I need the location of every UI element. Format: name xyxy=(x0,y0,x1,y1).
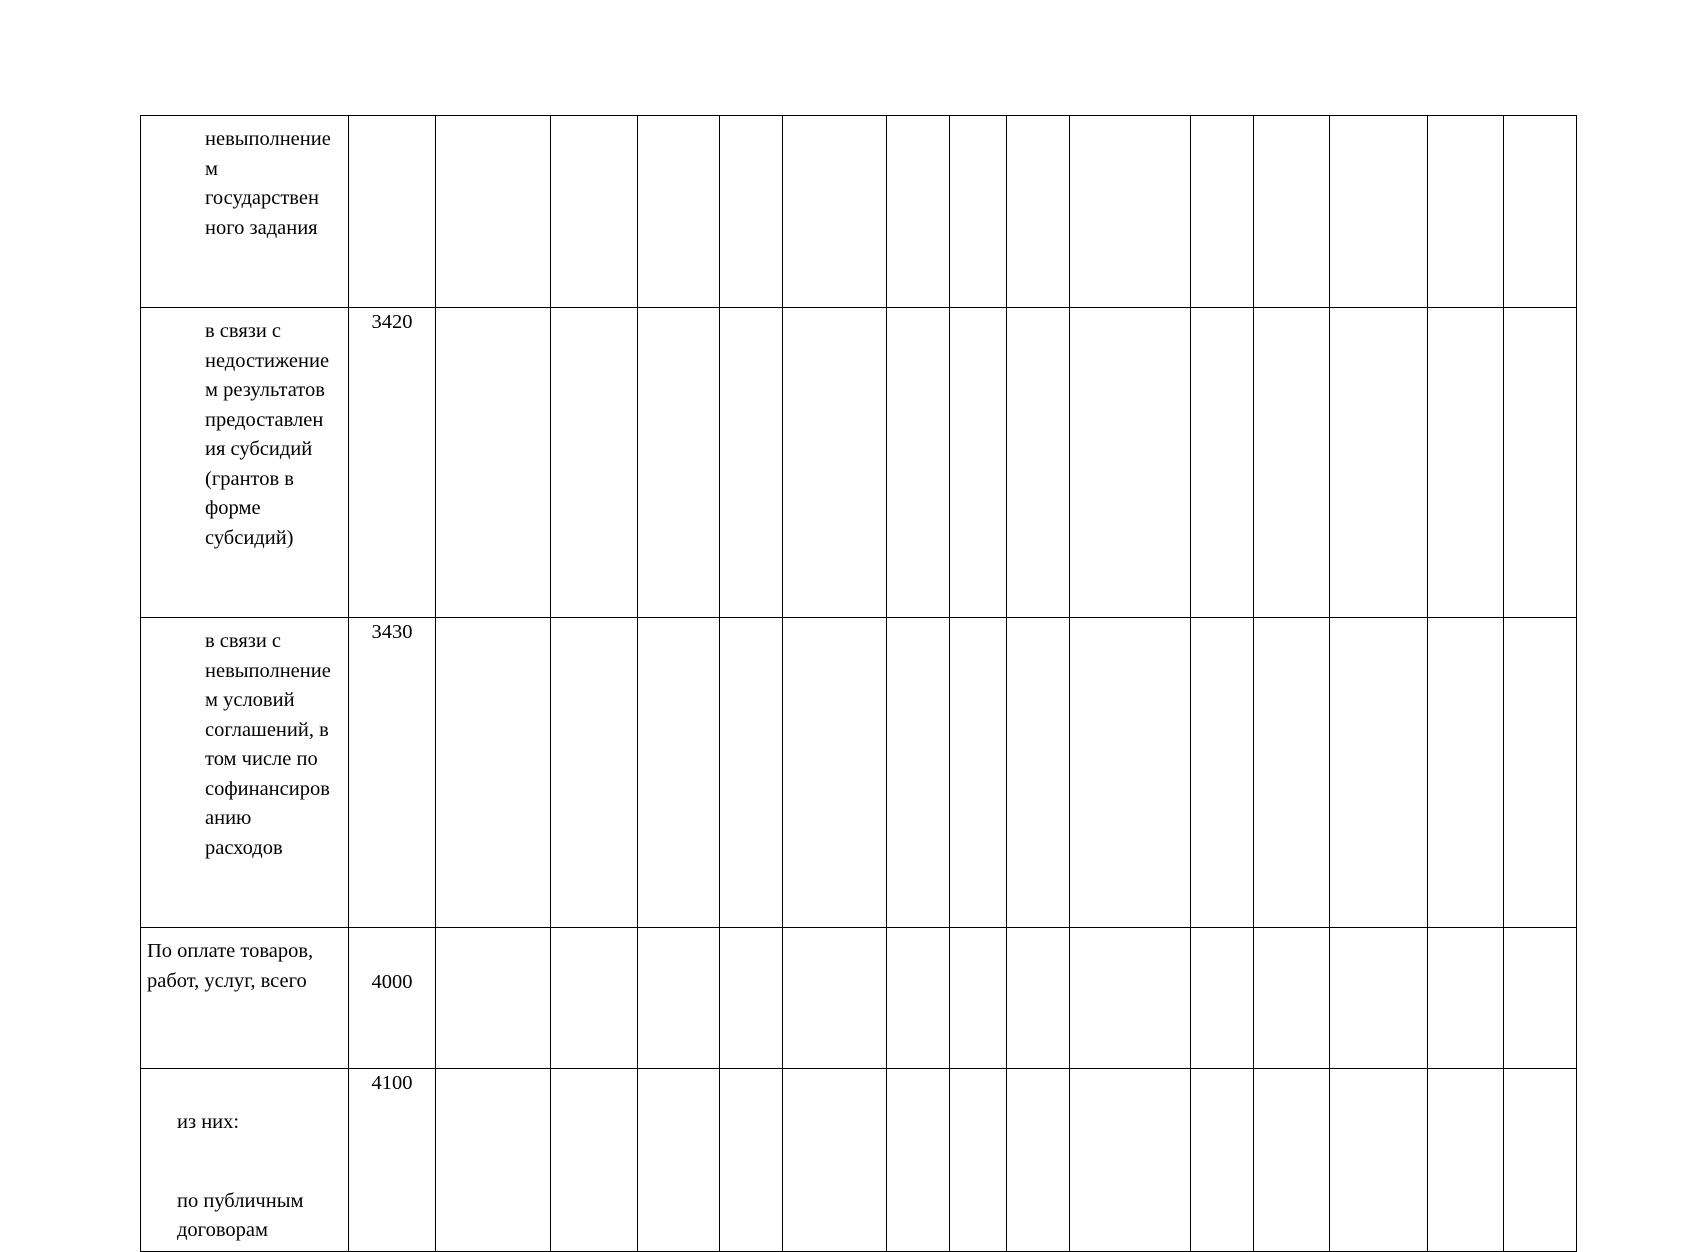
empty-cell xyxy=(783,116,887,308)
empty-cell xyxy=(1007,308,1070,618)
empty-cell xyxy=(1070,308,1191,618)
spacer xyxy=(177,1137,344,1157)
row-label-cell xyxy=(141,308,349,618)
table-row xyxy=(141,116,1577,308)
empty-cell xyxy=(1070,1069,1191,1252)
empty-cell xyxy=(887,928,950,1069)
empty-cell xyxy=(887,1069,950,1252)
empty-cell xyxy=(1504,928,1577,1069)
empty-cell xyxy=(551,928,638,1069)
empty-cell xyxy=(783,308,887,618)
empty-cell xyxy=(1007,618,1070,928)
empty-cell xyxy=(1007,116,1070,308)
empty-cell xyxy=(1254,1069,1330,1252)
empty-cell xyxy=(1070,928,1191,1069)
empty-cell xyxy=(1428,308,1504,618)
empty-cell xyxy=(436,1069,551,1252)
empty-cell xyxy=(551,1069,638,1252)
empty-cell xyxy=(783,928,887,1069)
empty-cell xyxy=(1007,928,1070,1069)
row-label-cell xyxy=(141,116,349,308)
empty-cell xyxy=(436,618,551,928)
empty-cell xyxy=(1191,116,1254,308)
row-label: по публичным договорам xyxy=(177,1189,304,1241)
empty-cell xyxy=(638,1069,720,1252)
empty-cell xyxy=(436,308,551,618)
empty-cell xyxy=(551,308,638,618)
empty-cell xyxy=(950,308,1007,618)
empty-cell xyxy=(783,1069,887,1252)
empty-cell xyxy=(1254,308,1330,618)
empty-cell xyxy=(1007,1069,1070,1252)
row-label-group xyxy=(141,1069,348,1246)
row-label: невыполнение м государствен ного задания xyxy=(205,128,331,239)
table-row xyxy=(141,308,1577,618)
table-row xyxy=(141,1069,1577,1252)
row-code-cell xyxy=(349,308,436,618)
empty-cell xyxy=(1191,618,1254,928)
empty-cell xyxy=(950,1069,1007,1252)
row-code: 3420 xyxy=(371,311,413,333)
empty-cell xyxy=(720,308,783,618)
empty-cell xyxy=(720,928,783,1069)
row-label-cell xyxy=(141,1069,349,1252)
row-code-cell xyxy=(349,618,436,928)
empty-cell xyxy=(1428,1069,1504,1252)
empty-cell xyxy=(887,618,950,928)
row-prefix: из них: xyxy=(177,1110,240,1133)
row-code-cell xyxy=(349,1069,436,1252)
row-code-cell xyxy=(349,116,436,308)
row-code-cell xyxy=(349,928,436,1069)
empty-cell xyxy=(1504,308,1577,618)
empty-cell xyxy=(783,618,887,928)
empty-cell xyxy=(638,308,720,618)
empty-cell xyxy=(551,618,638,928)
empty-cell xyxy=(638,928,720,1069)
empty-cell xyxy=(1254,928,1330,1069)
empty-cell xyxy=(1330,928,1428,1069)
report-table xyxy=(140,115,1577,1252)
empty-cell xyxy=(887,308,950,618)
empty-cell xyxy=(1330,1069,1428,1252)
empty-cell xyxy=(1504,1069,1577,1252)
empty-cell xyxy=(1330,116,1428,308)
empty-cell xyxy=(1428,116,1504,308)
empty-cell xyxy=(638,116,720,308)
empty-cell xyxy=(1428,618,1504,928)
empty-cell xyxy=(950,116,1007,308)
empty-cell xyxy=(1191,928,1254,1069)
row-label: По оплате товаров, работ, услуг, всего xyxy=(147,940,314,992)
empty-cell xyxy=(436,928,551,1069)
row-label: в связи с недостижение м результатов предоставлен ия субсидий (грантов в форме субсидий) xyxy=(205,320,330,549)
empty-cell xyxy=(1191,1069,1254,1252)
empty-cell xyxy=(720,618,783,928)
empty-cell xyxy=(1330,618,1428,928)
empty-cell xyxy=(720,1069,783,1252)
empty-cell xyxy=(1070,618,1191,928)
empty-cell xyxy=(950,618,1007,928)
row-label-cell xyxy=(141,928,349,1069)
row-code: 4100 xyxy=(371,1072,413,1094)
empty-cell xyxy=(638,618,720,928)
empty-cell xyxy=(950,928,1007,1069)
row-label-cell xyxy=(141,618,349,928)
empty-cell xyxy=(1428,928,1504,1069)
row-code: 4000 xyxy=(371,971,413,993)
empty-cell xyxy=(720,116,783,308)
table-row xyxy=(141,618,1577,928)
empty-cell xyxy=(1330,308,1428,618)
row-label: в связи с невыполнение м условий соглашений, в том числе по софинансиров анию расходов xyxy=(205,630,331,859)
empty-cell xyxy=(436,116,551,308)
empty-cell xyxy=(887,116,950,308)
table-row xyxy=(141,928,1577,1069)
empty-cell xyxy=(1254,618,1330,928)
empty-cell xyxy=(1191,308,1254,618)
empty-cell xyxy=(1070,116,1191,308)
empty-cell xyxy=(1504,116,1577,308)
empty-cell xyxy=(1504,618,1577,928)
empty-cell xyxy=(1254,116,1330,308)
empty-cell xyxy=(551,116,638,308)
row-code: 3430 xyxy=(371,621,413,643)
